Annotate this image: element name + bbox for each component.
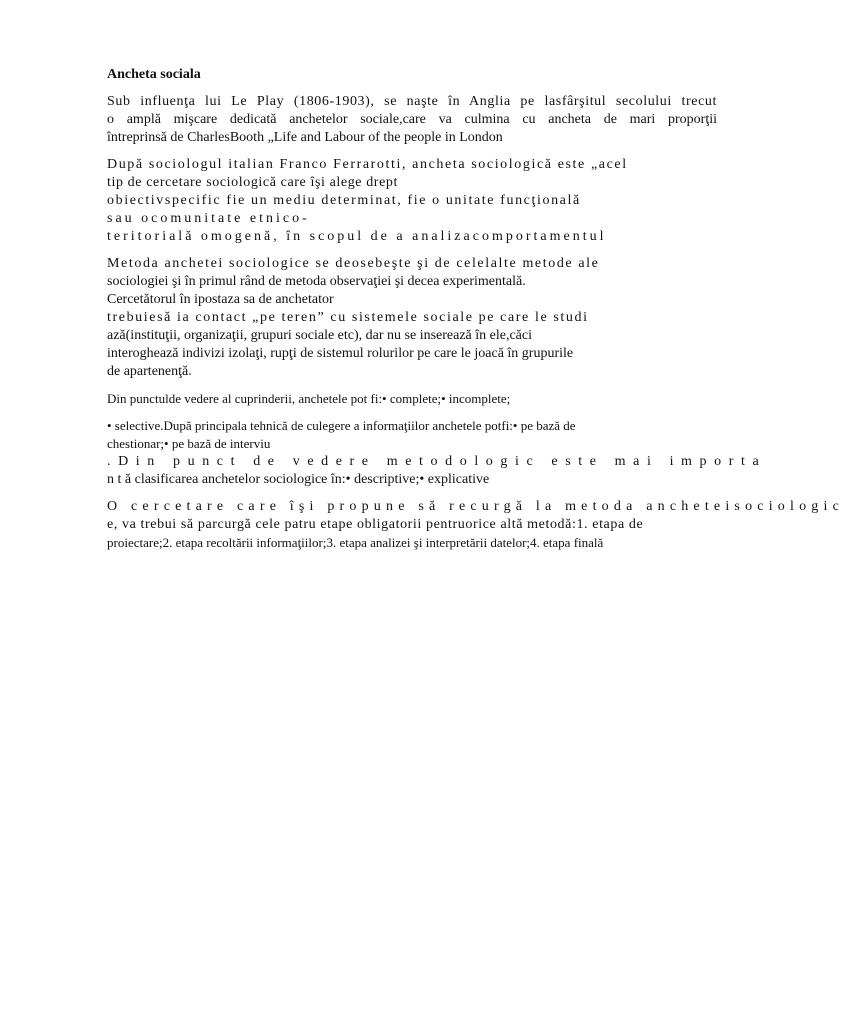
text-line: ază(instituţii, organizaţii, grupuri sociale etc), dar nu se inserează în ele,căci <box>107 328 532 343</box>
text-line: obiectivspecific fie un mediu determinat, fie o unitate funcţională <box>107 193 581 208</box>
text-line: de apartenenţă. <box>107 364 192 379</box>
text-line: trebuiesă ia contact „pe teren” cu sistemele sociale pe care le studi <box>107 310 589 325</box>
text-line: O cercetare care îşi propune să recurgă la metoda ancheteisociologic <box>107 499 844 514</box>
paragraph-le-play <box>107 93 717 147</box>
text-line: .Din punct de vedere metodologic este mai importa <box>107 454 767 469</box>
text-line: tip de cercetare sociologică care îşi alege drept <box>107 175 398 190</box>
text-line: întreprinsă de CharlesBooth „Life and Labour of the people in London <box>107 130 503 145</box>
document-title: Ancheta sociala <box>107 67 201 82</box>
paragraph-cuprindere <box>107 390 717 408</box>
paragraph-tehnica <box>107 417 767 489</box>
paragraph-ferrarotti <box>107 156 717 246</box>
text-line: • selective.După principala tehnică de culegere a informaţiilor anchetele potfi:• pe bază de <box>107 418 576 433</box>
text-line: Cercetătorul în ipostaza sa de anchetator <box>107 292 334 307</box>
text-line: interoghează indivizi izolaţi, rupţi de sistemul rolurilor pe care le joacă în grupurile <box>107 346 574 361</box>
text-line: sociologiei şi în primul rând de metoda observaţiei şi decea experimentală. <box>107 274 526 289</box>
paragraph-etape <box>107 498 844 552</box>
text-line: n t ă clasificarea anchetelor sociologice în:• descriptive;• explicative <box>107 472 490 487</box>
text-line: Sub influenţa lui Le Play (1806-1903), se naşte în Anglia pe lasfârşitul secolului trecut <box>107 94 717 109</box>
text-line: sau ocomunitate etnico- <box>107 211 310 226</box>
text-line: proiectare;2. etapa recoltării informaţiilor;3. etapa analizei şi interpretării datelor;4. etapa finală <box>107 535 604 550</box>
text-line: Metoda anchetei sociologice se deosebeşte şi de celelalte metode ale <box>107 256 600 271</box>
text-line: o amplă mişcare dedicată anchetelor sociale,care va culmina cu ancheta de mari proporţii <box>107 112 717 127</box>
text-line: e, va trebui să parcurgă cele patru etape obligatorii pentruorice altă metodă:1. etapa de <box>107 517 644 532</box>
text-line: chestionar;• pe bază de interviu <box>107 436 271 451</box>
text-line: După sociologul italian Franco Ferrarotti, ancheta sociologică este „acel <box>107 157 628 172</box>
text-line: Din punctulde vedere al cuprinderii, anchetele pot fi:• complete;• incomplete; <box>107 391 511 406</box>
paragraph-metoda <box>107 255 717 381</box>
document-page <box>107 66 844 561</box>
text-line: teritorială omogenă, în scopul de a analizacomportamentul <box>107 229 607 244</box>
